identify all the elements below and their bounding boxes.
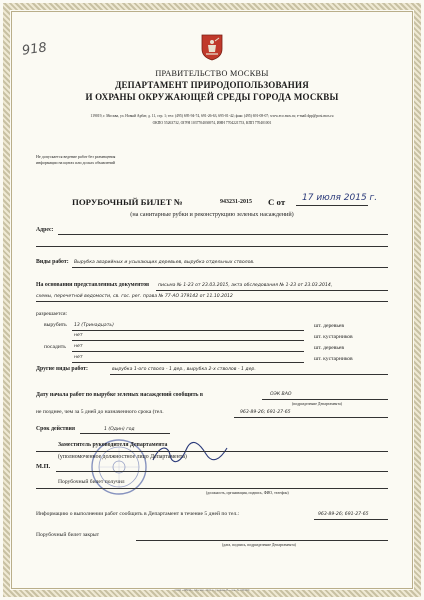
warning-line1: Не допускается ведение работ без размещения <box>36 154 116 159</box>
report-phones: 963-89-26; 691-27-65 <box>318 512 369 517</box>
cut-trees-value: 13 (Тринадцать) <box>74 323 114 328</box>
start-notify-org-hint: (подразделение Департамента) <box>292 402 342 406</box>
cut-shrubs-unit: шт. кустарников <box>314 334 353 340</box>
closed-label: Порубочный билет закрыт <box>36 532 100 538</box>
deputy-label: Заместитель руководителя Департамента <box>58 442 168 448</box>
deadline-phones: 963-89-26; 691-27-65 <box>240 410 291 415</box>
permit-number: 943231-2015 <box>220 199 252 205</box>
start-notify-label: Дату начала работ по вырубке зеленых насаждений сообщить в <box>36 392 204 398</box>
printer-footer: ООО «ЭВРИ», Москва, 2014 г., уровень В», зак. № 000000 <box>174 588 250 592</box>
permit-title: ПОРУБОЧНЫЙ БИЛЕТ № <box>72 197 183 207</box>
validity-value: 1 (Один) год <box>104 427 135 432</box>
deadline-label: не позднее, чем за 5 дней до назначенного срока (тел. <box>36 409 164 415</box>
works-value: Вырубка аварийных и усыхающих деревьев, вырубка отдельных стволов. <box>74 260 255 265</box>
address-label: Адрес: <box>36 227 54 233</box>
moscow-coat-of-arms-icon <box>200 33 224 61</box>
department-address: 119019, г. Москва, ул. Новый Арбат, д. 11, стр. 1; тел: (495) 695-94-74, 691-26-63, 695-01-42; факс (495) 691-08-07; www.eco.mos.ru; e-mail:dpp@post.mos.ru <box>90 114 334 118</box>
department-title-line2: И ОХРАНЫ ОКРУЖАЮЩЕЙ СРЕДЫ ГОРОДА МОСКВЫ <box>85 92 339 102</box>
received-label: Порубочный билет получил <box>58 479 125 485</box>
basis-value-line1: письма № 1-23 от 23.03.2015, акта обследования № 1-23 от 23.03.2014, <box>158 283 333 288</box>
plant-trees-value: нет <box>74 344 83 349</box>
plant-trees-unit: шт. деревьев <box>314 345 345 351</box>
works-label: Виды работ: <box>36 259 69 265</box>
allowed-label: разрешается: <box>36 311 68 317</box>
plant-shrubs-value: нет <box>74 355 83 360</box>
basis-label: На основании представленных документов <box>36 282 150 288</box>
plant-label: посадить <box>44 344 66 350</box>
other-works-label: Другие виды работ: <box>36 366 88 372</box>
government-title: ПРАВИТЕЛЬСТВО МОСКВЫ <box>155 69 269 78</box>
cut-label: вырубить <box>44 322 67 328</box>
deputy-hint: (уполномоченное должностное лицо Департамента) <box>58 454 187 460</box>
permit-date-handwritten: 17 июля 2015 г. <box>302 193 378 203</box>
permit-from-label: С от <box>268 197 286 207</box>
corner-number: 918 <box>21 40 48 59</box>
start-notify-org: ОЭК ВАО <box>270 392 292 397</box>
other-works-value: вырубка 1-ого ствола - 1 дер., вырубка 2-х стволов - 1 дер. <box>112 367 256 372</box>
received-hint: (должность, организация, подпись, ФИО, телефон) <box>206 491 289 495</box>
report-label: Информацию о выполнении работ сообщить в Департамент в течение 5 дней по тел.: <box>36 511 240 517</box>
closed-hint: (дата, подпись, подразделение Департамента) <box>222 543 296 547</box>
validity-label: Срок действия <box>36 426 75 432</box>
cut-trees-unit: шт. деревьев <box>314 323 345 329</box>
warning-line2: информации на щитах или досках объявлений <box>36 160 115 165</box>
department-codes: ОКПО 55263732, ОГРН 1037704036974, ИНН 7704221753, КПП 770401001 <box>152 121 272 125</box>
plant-shrubs-unit: шт. кустарников <box>314 356 353 362</box>
permit-subtitle: (на санитарные рубки и реконструкцию зеленых насаждений) <box>130 211 294 218</box>
basis-value-line2: схемы, перечетной ведомости, св. гос. рег. права № 77-АО 379142 от 11.10.2012 <box>36 294 233 299</box>
department-title-line1: ДЕПАРТАМЕНТ ПРИРОДОПОЛЬЗОВАНИЯ <box>115 80 309 90</box>
mp-label: М.П. <box>36 463 51 470</box>
cut-shrubs-value: нет <box>74 333 83 338</box>
